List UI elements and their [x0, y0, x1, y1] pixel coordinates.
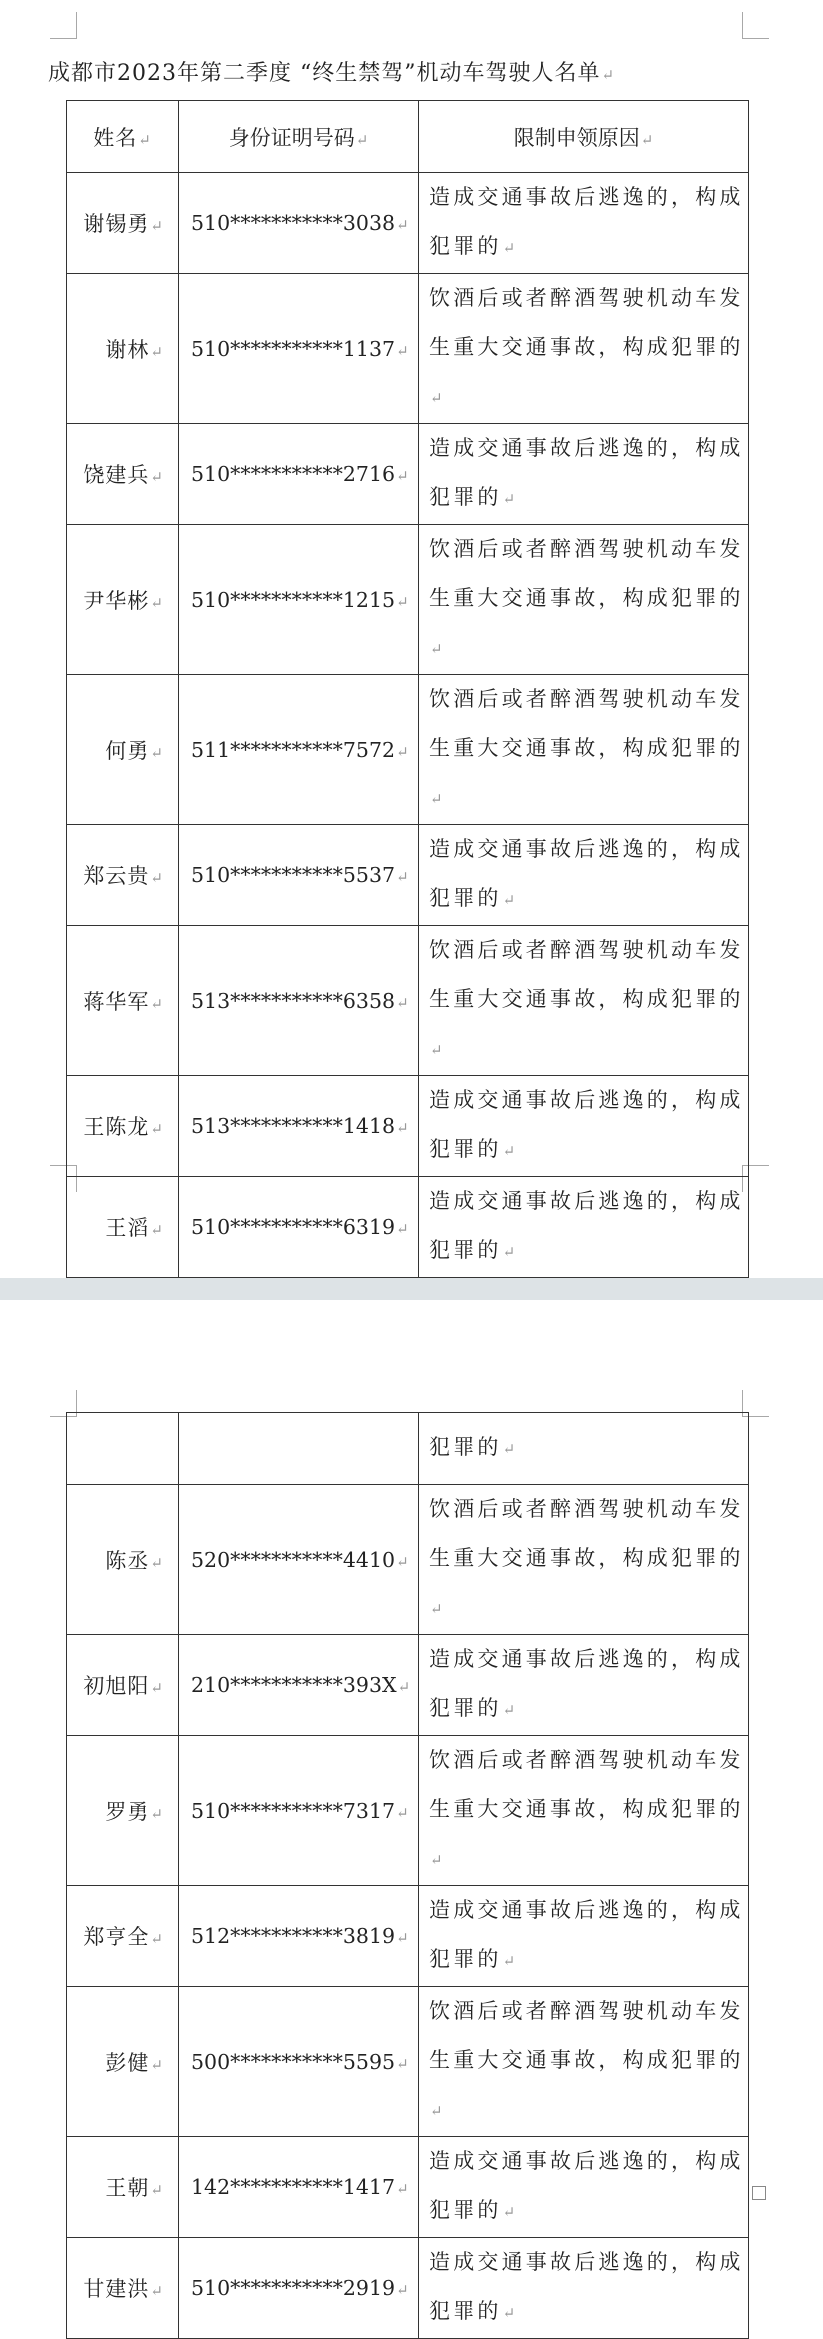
table-row	[67, 675, 749, 825]
table-row-continued	[67, 1413, 749, 1485]
driver-name: 陈丞↵	[67, 1485, 179, 1635]
driver-name: 王朝↵	[67, 2137, 179, 2238]
driver-reason: 造成交通事故后逃逸的，构成犯罪的↵	[419, 424, 749, 525]
table-row	[67, 1076, 749, 1177]
table-row	[67, 825, 749, 926]
driver-id: 510***********1137↵	[179, 274, 419, 424]
drivers-table-part1	[66, 100, 749, 1344]
driver-name	[67, 1413, 179, 1485]
header-reason: 限制申领原因↵	[419, 101, 749, 173]
driver-id: 510***********3038↵	[179, 173, 419, 274]
driver-reason: 造成交通事故后逃逸的，构成犯罪的↵	[419, 1886, 749, 1987]
driver-reason: 饮酒后或者醉酒驾驶机动车发生重大交通事故，构成犯罪的↵	[419, 525, 749, 675]
driver-name: 谢林↵	[67, 274, 179, 424]
driver-reason: 饮酒后或者醉酒驾驶机动车发生重大交通事故，构成犯罪的↵	[419, 675, 749, 825]
driver-id: 510***********5537↵	[179, 825, 419, 926]
driver-name: 王陈龙↵	[67, 1076, 179, 1177]
page-title: 成都市2023年第二季度 “终生禁驾”机动车驾驶人名单↵	[48, 61, 616, 86]
driver-reason: 犯罪的↵	[419, 1413, 749, 1485]
driver-name: 何勇↵	[67, 675, 179, 825]
driver-id: 512***********3819↵	[179, 1886, 419, 1987]
driver-id: 510***********1215↵	[179, 525, 419, 675]
driver-reason: 饮酒后或者醉酒驾驶机动车发生重大交通事故，构成犯罪的↵	[419, 274, 749, 424]
driver-id: 510***********2919↵	[179, 2238, 419, 2339]
page-gap	[0, 1278, 823, 1300]
table-row	[67, 1886, 749, 1987]
driver-name: 蒋华军↵	[67, 926, 179, 1076]
driver-reason: 造成交通事故后逃逸的，构成犯罪的↵	[419, 2137, 749, 2238]
driver-id: 513***********6358↵	[179, 926, 419, 1076]
driver-reason: 饮酒后或者醉酒驾驶机动车发生重大交通事故，构成犯罪的↵	[419, 1987, 749, 2137]
driver-name: 甘建洪↵	[67, 2238, 179, 2339]
driver-name: 谢锡勇↵	[67, 173, 179, 274]
driver-name: 郑云贵↵	[67, 825, 179, 926]
driver-reason: 造成交通事故后逃逸的，构成犯罪的↵	[419, 2238, 749, 2339]
table-row	[67, 173, 749, 274]
driver-id: 510***********2716↵	[179, 424, 419, 525]
driver-id: 142***********1417↵	[179, 2137, 419, 2238]
table-row	[67, 274, 749, 424]
crop-mark	[742, 12, 769, 39]
driver-name: 郑亨全↵	[67, 1886, 179, 1987]
table-row	[67, 1635, 749, 1736]
driver-reason: 饮酒后或者醉酒驾驶机动车发生重大交通事故，构成犯罪的↵	[419, 926, 749, 1076]
driver-id: 513***********1418↵	[179, 1076, 419, 1177]
driver-name: 尹华彬↵	[67, 525, 179, 675]
driver-reason: 造成交通事故后逃逸的，构成犯罪的↵	[419, 1177, 749, 1278]
driver-reason: 造成交通事故后逃逸的，构成犯罪的↵	[419, 173, 749, 274]
driver-id: 500***********5595↵	[179, 1987, 419, 2137]
table-row	[67, 1485, 749, 1635]
driver-reason: 造成交通事故后逃逸的，构成犯罪的↵	[419, 1076, 749, 1177]
crop-mark	[50, 12, 77, 39]
driver-name: 初旭阳↵	[67, 1635, 179, 1736]
driver-id: 520***********4410↵	[179, 1485, 419, 1635]
driver-id: 511***********7572↵	[179, 675, 419, 825]
driver-name: 王滔↵	[67, 1177, 179, 1278]
driver-id: 210***********393X↵	[179, 1635, 419, 1736]
driver-name: 罗勇↵	[67, 1736, 179, 1886]
driver-id	[179, 1413, 419, 1485]
header-name: 姓名↵	[67, 101, 179, 173]
table-row	[67, 1177, 749, 1278]
table-row	[67, 2238, 749, 2339]
table-row	[67, 926, 749, 1076]
driver-reason: 饮酒后或者醉酒驾驶机动车发生重大交通事故，构成犯罪的↵	[419, 1485, 749, 1635]
driver-reason: 饮酒后或者醉酒驾驶机动车发生重大交通事故，构成犯罪的↵	[419, 1736, 749, 1886]
driver-name: 饶建兵↵	[67, 424, 179, 525]
drivers-table-part2	[66, 1412, 749, 2339]
driver-id: 510***********6319↵	[179, 1177, 419, 1278]
document-page-2	[0, 1300, 823, 2323]
table-row	[67, 2137, 749, 2238]
table-row	[67, 1987, 749, 2137]
table-row	[67, 1736, 749, 1886]
table-row	[67, 525, 749, 675]
driver-name: 彭健↵	[67, 1987, 179, 2137]
table-row	[67, 424, 749, 525]
table-resize-handle[interactable]	[752, 2186, 766, 2200]
table-header-row	[67, 101, 749, 173]
driver-reason: 造成交通事故后逃逸的，构成犯罪的↵	[419, 825, 749, 926]
header-id: 身份证明号码↵	[179, 101, 419, 173]
driver-reason: 造成交通事故后逃逸的，构成犯罪的↵	[419, 1635, 749, 1736]
driver-id: 510***********7317↵	[179, 1736, 419, 1886]
